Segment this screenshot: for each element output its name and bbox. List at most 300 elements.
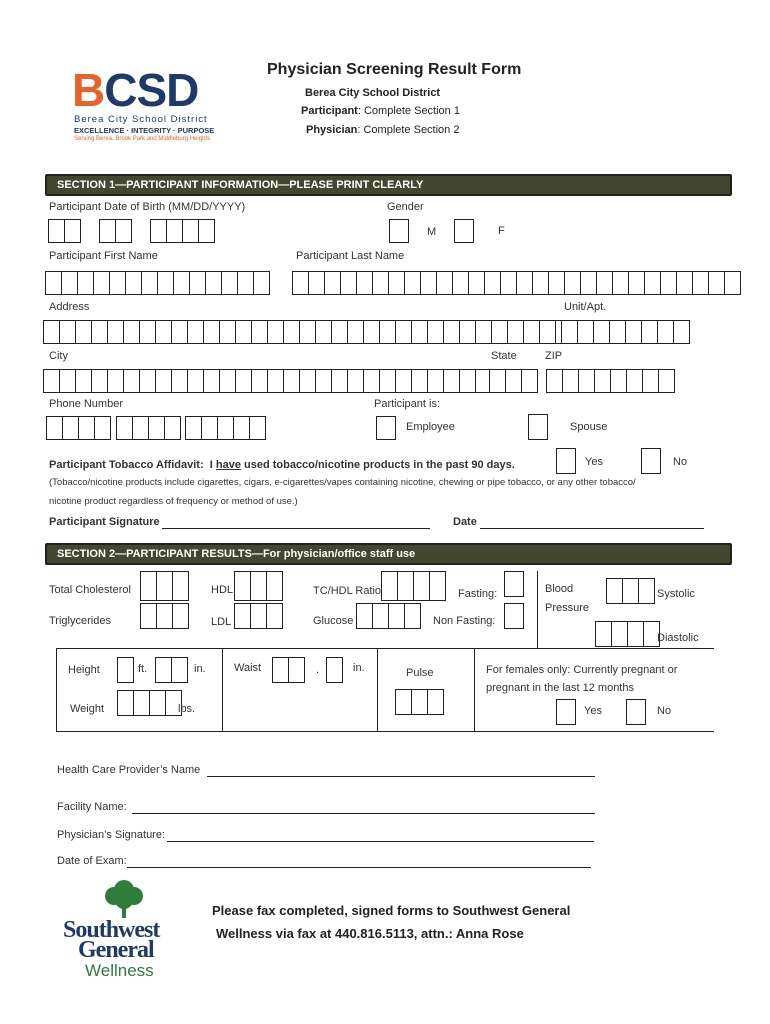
- fax-instructions-2: Wellness via fax at 440.816.5113, attn.: Anna Rose: [216, 926, 524, 941]
- measure-top-line: [56, 648, 714, 649]
- provider-name-label: Health Care Provider’s Name: [57, 764, 201, 776]
- input-cell[interactable]: [308, 271, 325, 295]
- input-cell[interactable]: [564, 271, 581, 295]
- input-cell[interactable]: [203, 320, 220, 344]
- gender-label: Gender: [387, 201, 424, 213]
- input-cell[interactable]: [99, 219, 116, 243]
- input-cell[interactable]: [395, 320, 412, 344]
- address-label: Address: [49, 301, 90, 313]
- input-cell[interactable]: [299, 369, 316, 393]
- input-cell[interactable]: [516, 271, 533, 295]
- input-cell[interactable]: [372, 271, 389, 295]
- input-cell[interactable]: [172, 571, 189, 601]
- input-cell[interactable]: [94, 416, 111, 440]
- phone-line-input[interactable]: [185, 416, 266, 440]
- input-cell[interactable]: [429, 571, 446, 601]
- input-cell[interactable]: [625, 320, 642, 344]
- input-cell[interactable]: [198, 219, 215, 243]
- input-cell[interactable]: [580, 271, 597, 295]
- input-cell[interactable]: [326, 657, 343, 683]
- input-cell[interactable]: [372, 603, 389, 629]
- total-cholesterol-input[interactable]: [140, 571, 189, 601]
- physician-signature-label: Physician’s Signature:: [57, 829, 166, 841]
- input-cell[interactable]: [157, 271, 174, 295]
- gender-m-checkbox[interactable]: [389, 219, 409, 243]
- participant-is-label: Participant is:: [374, 398, 441, 410]
- input-cell[interactable]: [219, 320, 236, 344]
- input-cell[interactable]: [46, 416, 63, 440]
- input-cell[interactable]: [266, 571, 283, 601]
- input-cell[interactable]: [45, 271, 62, 295]
- bcsd-logo-motto: EXCELLENCE · INTEGRITY · PURPOSE: [74, 126, 215, 135]
- gender-m-label: M: [427, 226, 437, 238]
- input-cell[interactable]: [397, 571, 414, 601]
- blood-pressure-label-1: Blood: [545, 583, 574, 595]
- gender-f-label: F: [498, 225, 505, 237]
- input-cell[interactable]: [347, 369, 364, 393]
- input-cell[interactable]: [172, 603, 189, 629]
- input-cell[interactable]: [93, 271, 110, 295]
- input-cell[interactable]: [315, 320, 332, 344]
- blood-pressure-label-2: Pressure: [545, 602, 590, 614]
- pulse-input[interactable]: [395, 689, 444, 715]
- state-input[interactable]: [489, 369, 538, 393]
- input-cell[interactable]: [708, 271, 725, 295]
- district-name: Berea City School District: [305, 87, 441, 99]
- participant-date-label: Date: [453, 516, 477, 528]
- input-cell[interactable]: [125, 271, 142, 295]
- input-cell[interactable]: [233, 416, 250, 440]
- input-cell[interactable]: [347, 320, 364, 344]
- tc-hdl-label: TC/HDL Ratio: [313, 585, 382, 597]
- input-cell[interactable]: [91, 320, 108, 344]
- last-name-input[interactable]: [292, 271, 741, 295]
- input-cell[interactable]: [577, 320, 594, 344]
- waist-input[interactable]: [272, 657, 305, 683]
- waist-decimal-input[interactable]: [326, 657, 343, 683]
- input-cell[interactable]: [356, 603, 373, 629]
- diastolic-label: Diastolic: [657, 632, 699, 644]
- input-cell[interactable]: [411, 689, 428, 715]
- input-cell[interactable]: [443, 369, 460, 393]
- input-cell[interactable]: [507, 320, 524, 344]
- input-cell[interactable]: [149, 690, 166, 716]
- physician-instruction-label: Physician: [306, 124, 358, 136]
- hdl-label: HDL: [211, 584, 234, 596]
- tobacco-note-2: nicotine product regardless of frequency or method of use.): [49, 496, 298, 507]
- total-cholesterol-label: Total Cholesterol: [49, 584, 131, 596]
- input-cell[interactable]: [59, 320, 76, 344]
- input-cell[interactable]: [155, 369, 172, 393]
- unit-label: Unit/Apt.: [564, 301, 607, 313]
- input-cell[interactable]: [107, 320, 124, 344]
- input-cell[interactable]: [116, 416, 133, 440]
- input-cell[interactable]: [148, 416, 165, 440]
- ldl-input[interactable]: [234, 603, 283, 629]
- input-cell[interactable]: [363, 320, 380, 344]
- input-cell[interactable]: [627, 621, 644, 647]
- systolic-input[interactable]: [606, 578, 655, 604]
- input-cell[interactable]: [107, 369, 124, 393]
- input-cell[interactable]: [272, 657, 289, 683]
- physician-signature-line[interactable]: [167, 841, 594, 842]
- input-cell[interactable]: [340, 271, 357, 295]
- tobacco-yes-checkbox[interactable]: [556, 448, 576, 474]
- input-cell[interactable]: [123, 320, 140, 344]
- input-cell[interactable]: [395, 369, 412, 393]
- bcsd-logo-sub: Berea City School District: [74, 114, 208, 125]
- fax-instructions-1: Please fax completed, signed forms to Southwest General: [212, 903, 571, 918]
- address-input[interactable]: [43, 320, 572, 344]
- input-cell[interactable]: [436, 271, 453, 295]
- input-cell[interactable]: [468, 271, 485, 295]
- input-cell[interactable]: [356, 271, 373, 295]
- input-cell[interactable]: [155, 657, 172, 683]
- input-cell[interactable]: [612, 271, 629, 295]
- input-cell[interactable]: [578, 369, 595, 393]
- dob-label: Participant Date of Birth (MM/DD/YYYY): [49, 201, 246, 213]
- input-cell[interactable]: [595, 621, 612, 647]
- fasting-checkbox[interactable]: [504, 571, 524, 597]
- input-cell[interactable]: [596, 271, 613, 295]
- pregnant-no-checkbox[interactable]: [626, 699, 646, 725]
- input-cell[interactable]: [182, 219, 199, 243]
- input-cell[interactable]: [641, 320, 658, 344]
- input-cell[interactable]: [459, 369, 476, 393]
- first-name-label: Participant First Name: [49, 250, 158, 262]
- height-in-input[interactable]: [155, 657, 188, 683]
- tobacco-yes-label: Yes: [585, 456, 603, 468]
- zip-input[interactable]: [546, 369, 675, 393]
- input-cell[interactable]: [171, 657, 188, 683]
- physician-instruction-text: : Complete Section 2: [357, 124, 460, 136]
- participant-signature-line[interactable]: [162, 528, 430, 529]
- dob-day-input[interactable]: [99, 219, 132, 243]
- measure-divider-3: [474, 648, 475, 732]
- height-ft-label: ft.: [138, 663, 148, 675]
- input-cell[interactable]: [266, 603, 283, 629]
- input-cell[interactable]: [379, 369, 396, 393]
- input-cell[interactable]: [139, 320, 156, 344]
- input-cell[interactable]: [173, 271, 190, 295]
- input-cell[interactable]: [91, 369, 108, 393]
- input-cell[interactable]: [626, 369, 643, 393]
- input-cell[interactable]: [156, 571, 173, 601]
- input-cell[interactable]: [48, 219, 65, 243]
- input-cell[interactable]: [610, 369, 627, 393]
- section1-header: SECTION 1—PARTICIPANT INFORMATION—PLEASE PRINT CLEARLY: [45, 174, 732, 196]
- input-cell[interactable]: [299, 320, 316, 344]
- input-cell[interactable]: [521, 369, 538, 393]
- tobacco-have: have: [215, 459, 241, 471]
- input-cell[interactable]: [64, 219, 81, 243]
- input-cell[interactable]: [43, 369, 60, 393]
- bcsd-logo-main: [72, 66, 198, 114]
- input-cell[interactable]: [475, 320, 492, 344]
- input-cell[interactable]: [491, 320, 508, 344]
- last-name-label: Participant Last Name: [296, 250, 405, 262]
- input-cell[interactable]: [315, 369, 332, 393]
- input-cell[interactable]: [283, 320, 300, 344]
- unit-input[interactable]: [561, 320, 690, 344]
- employee-checkbox[interactable]: [376, 416, 396, 440]
- input-cell[interactable]: [117, 657, 134, 683]
- input-cell[interactable]: [388, 603, 405, 629]
- input-cell[interactable]: [427, 320, 444, 344]
- non-fasting-checkbox[interactable]: [504, 603, 524, 629]
- input-cell[interactable]: [235, 369, 252, 393]
- input-cell[interactable]: [234, 571, 251, 601]
- input-cell[interactable]: [292, 271, 309, 295]
- input-cell[interactable]: [413, 571, 430, 601]
- input-cell[interactable]: [249, 416, 266, 440]
- first-name-input[interactable]: [45, 271, 270, 295]
- input-cell[interactable]: [59, 369, 76, 393]
- input-cell[interactable]: [692, 271, 709, 295]
- input-cell[interactable]: [75, 320, 92, 344]
- pulse-label: Pulse: [406, 667, 434, 679]
- zip-label: ZIP: [545, 350, 563, 362]
- city-input[interactable]: [43, 369, 524, 393]
- input-cell[interactable]: [217, 416, 234, 440]
- input-cell[interactable]: [78, 416, 95, 440]
- phone-area-input[interactable]: [46, 416, 111, 440]
- physician-instruction: [306, 124, 459, 136]
- input-cell[interactable]: [235, 320, 252, 344]
- city-label: City: [49, 350, 68, 362]
- input-cell[interactable]: [609, 320, 626, 344]
- input-cell[interactable]: [187, 369, 204, 393]
- dob-year-input[interactable]: [150, 219, 215, 243]
- input-cell[interactable]: [237, 271, 254, 295]
- input-cell[interactable]: [404, 271, 421, 295]
- participant-signature-label: Participant Signature: [49, 516, 160, 528]
- input-cell[interactable]: [593, 320, 610, 344]
- input-cell[interactable]: [123, 369, 140, 393]
- input-cell[interactable]: [43, 320, 60, 344]
- waist-in-label: in.: [353, 662, 365, 674]
- input-cell[interactable]: [539, 320, 556, 344]
- input-cell[interactable]: [155, 320, 172, 344]
- input-cell[interactable]: [644, 271, 661, 295]
- sw-logo-line2: General: [78, 937, 154, 963]
- bcsd-logo-csd: CSD: [104, 64, 199, 116]
- pregnant-label-1: For females only: Currently pregnant or: [486, 664, 678, 676]
- input-cell[interactable]: [642, 369, 659, 393]
- input-cell[interactable]: [267, 369, 284, 393]
- input-cell[interactable]: [219, 369, 236, 393]
- spouse-checkbox[interactable]: [528, 414, 548, 440]
- input-cell[interactable]: [420, 271, 437, 295]
- input-cell[interactable]: [253, 271, 270, 295]
- input-cell[interactable]: [250, 603, 267, 629]
- input-cell[interactable]: [77, 271, 94, 295]
- pregnant-no-label: No: [657, 705, 672, 717]
- input-cell[interactable]: [234, 603, 251, 629]
- participant-instruction-label: Participant: [301, 105, 358, 117]
- provider-name-line[interactable]: [207, 776, 595, 777]
- input-cell[interactable]: [724, 271, 741, 295]
- input-cell[interactable]: [452, 271, 469, 295]
- input-cell[interactable]: [267, 320, 284, 344]
- input-cell[interactable]: [187, 320, 204, 344]
- input-cell[interactable]: [150, 219, 167, 243]
- input-cell[interactable]: [523, 320, 540, 344]
- input-cell[interactable]: [500, 271, 517, 295]
- input-cell[interactable]: [660, 271, 677, 295]
- employee-label: Employee: [406, 421, 455, 433]
- weight-label: Weight: [70, 703, 105, 715]
- input-cell[interactable]: [141, 271, 158, 295]
- input-cell[interactable]: [489, 369, 506, 393]
- hdl-input[interactable]: [234, 571, 283, 601]
- input-cell[interactable]: [379, 320, 396, 344]
- bp-divider: [537, 571, 538, 649]
- input-cell[interactable]: [404, 603, 421, 629]
- input-cell[interactable]: [288, 657, 305, 683]
- input-cell[interactable]: [427, 369, 444, 393]
- diastolic-input[interactable]: [595, 621, 660, 647]
- input-cell[interactable]: [156, 603, 173, 629]
- input-cell[interactable]: [140, 571, 157, 601]
- bcsd-logo: [72, 66, 232, 146]
- input-cell[interactable]: [611, 621, 628, 647]
- input-cell[interactable]: [133, 690, 150, 716]
- input-cell[interactable]: [62, 416, 79, 440]
- tobacco-affidavit: [49, 459, 515, 471]
- input-cell[interactable]: [395, 689, 412, 715]
- input-cell[interactable]: [251, 369, 268, 393]
- bcsd-logo-b: B: [72, 64, 105, 116]
- southwest-general-logo: [60, 878, 180, 983]
- input-cell[interactable]: [283, 369, 300, 393]
- input-cell[interactable]: [546, 369, 563, 393]
- input-cell[interactable]: [411, 369, 428, 393]
- input-cell[interactable]: [381, 571, 398, 601]
- input-cell[interactable]: [171, 320, 188, 344]
- input-cell[interactable]: [61, 271, 78, 295]
- pregnant-yes-checkbox[interactable]: [556, 699, 576, 725]
- pregnant-yes-label: Yes: [584, 705, 602, 717]
- input-cell[interactable]: [673, 320, 690, 344]
- input-cell[interactable]: [115, 219, 132, 243]
- dob-month-input[interactable]: [48, 219, 81, 243]
- input-cell[interactable]: [140, 603, 157, 629]
- state-label: State: [491, 350, 517, 362]
- input-cell[interactable]: [657, 320, 674, 344]
- pregnant-label-2: pregnant in the last 12 months: [486, 682, 634, 694]
- height-in-label: in.: [194, 663, 206, 675]
- systolic-label: Systolic: [657, 588, 695, 600]
- input-cell[interactable]: [324, 271, 341, 295]
- input-cell[interactable]: [109, 271, 126, 295]
- measure-left-border: [56, 648, 57, 732]
- input-cell[interactable]: [363, 369, 380, 393]
- weight-lbs-label: lbs.: [178, 703, 196, 715]
- input-cell[interactable]: [75, 369, 92, 393]
- tobacco-note-1: (Tobacco/nicotine products include cigarettes, cigars, e-cigarettes/vapes containing nicotine, chewing or pipe tobacco, or any other tobacco/: [49, 477, 636, 488]
- input-cell[interactable]: [548, 271, 565, 295]
- spouse-label: Spouse: [570, 421, 608, 433]
- input-cell[interactable]: [189, 271, 206, 295]
- input-cell[interactable]: [484, 271, 501, 295]
- input-cell[interactable]: [427, 689, 444, 715]
- input-cell[interactable]: [459, 320, 476, 344]
- date-of-exam-line[interactable]: [127, 867, 591, 868]
- participant-date-line[interactable]: [480, 528, 704, 529]
- input-cell[interactable]: [251, 320, 268, 344]
- input-cell[interactable]: [606, 578, 623, 604]
- tobacco-prefix: Participant Tobacco Affidavit: I: [49, 459, 216, 471]
- input-cell[interactable]: [250, 571, 267, 601]
- height-label: Height: [68, 664, 100, 676]
- sw-logo-line1: Southwest: [63, 917, 160, 943]
- section2-header: SECTION 2—PARTICIPANT RESULTS—For physician/office staff use: [45, 543, 732, 565]
- glucose-input[interactable]: [356, 603, 421, 629]
- sw-logo-line3: Wellness: [85, 961, 154, 980]
- bcsd-logo-tagline: Serving Berea, Brook Park and Middleburg Heights: [74, 136, 211, 142]
- tobacco-no-checkbox[interactable]: [641, 448, 661, 474]
- input-cell[interactable]: [532, 271, 549, 295]
- input-cell[interactable]: [638, 578, 655, 604]
- input-cell[interactable]: [164, 416, 181, 440]
- input-cell[interactable]: [139, 369, 156, 393]
- input-cell[interactable]: [443, 320, 460, 344]
- input-cell[interactable]: [331, 369, 348, 393]
- phone-label: Phone Number: [49, 398, 123, 410]
- input-cell[interactable]: [676, 271, 693, 295]
- input-cell[interactable]: [221, 271, 238, 295]
- input-cell[interactable]: [628, 271, 645, 295]
- input-cell[interactable]: [411, 320, 428, 344]
- input-cell[interactable]: [622, 578, 639, 604]
- facility-name-line[interactable]: [132, 813, 595, 814]
- input-cell[interactable]: [171, 369, 188, 393]
- tc-hdl-input[interactable]: [381, 571, 446, 601]
- date-of-exam-label: Date of Exam:: [57, 855, 127, 867]
- height-ft-input[interactable]: [117, 657, 134, 683]
- tobacco-suffix: used tobacco/nicotine products in the past 90 days.: [240, 459, 515, 471]
- input-cell[interactable]: [561, 320, 578, 344]
- weight-input[interactable]: [117, 690, 182, 716]
- waist-dot: .: [316, 664, 320, 676]
- triglycerides-label: Triglycerides: [49, 615, 111, 627]
- input-cell[interactable]: [205, 271, 222, 295]
- input-cell[interactable]: [594, 369, 611, 393]
- gender-f-checkbox[interactable]: [454, 219, 474, 243]
- input-cell[interactable]: [388, 271, 405, 295]
- input-cell[interactable]: [117, 690, 134, 716]
- non-fasting-label: Non Fasting:: [433, 615, 496, 627]
- phone-prefix-input[interactable]: [116, 416, 181, 440]
- form-title: Physician Screening Result Form: [267, 61, 522, 78]
- triglycerides-input[interactable]: [140, 603, 189, 629]
- input-cell[interactable]: [132, 416, 149, 440]
- input-cell[interactable]: [166, 219, 183, 243]
- input-cell[interactable]: [203, 369, 220, 393]
- input-cell[interactable]: [201, 416, 218, 440]
- measure-divider-2: [377, 648, 378, 732]
- input-cell[interactable]: [658, 369, 675, 393]
- participant-instruction-text: : Complete Section 1: [357, 105, 460, 117]
- ldl-label: LDL: [211, 616, 232, 628]
- fasting-label: Fasting:: [458, 588, 498, 600]
- input-cell[interactable]: [562, 369, 579, 393]
- input-cell[interactable]: [185, 416, 202, 440]
- input-cell[interactable]: [505, 369, 522, 393]
- measure-divider-1: [222, 648, 223, 732]
- input-cell[interactable]: [331, 320, 348, 344]
